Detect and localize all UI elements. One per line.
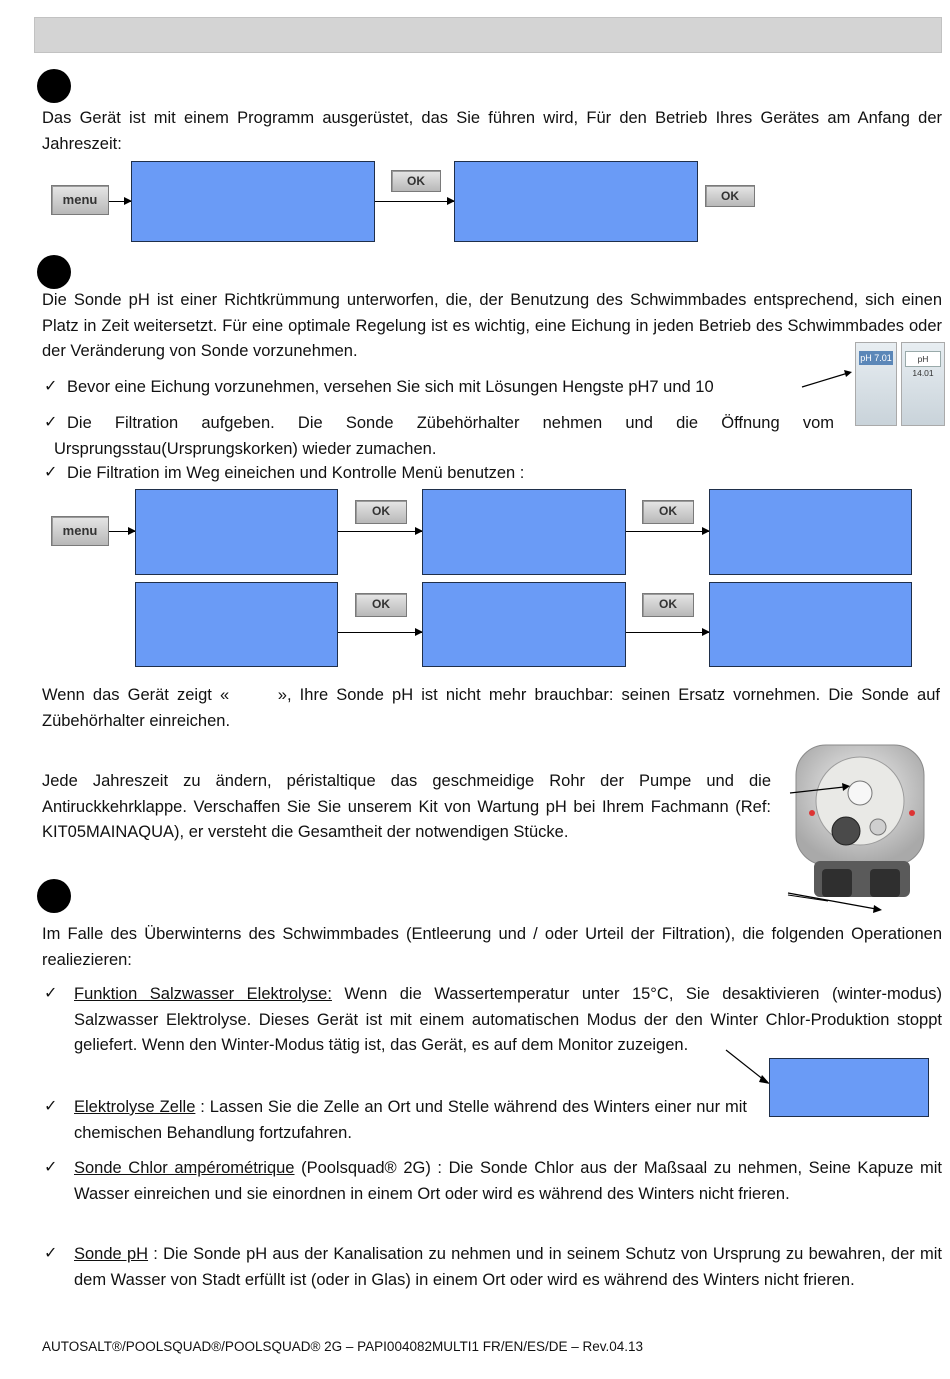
sachet-label: pH 14.01 [905, 351, 941, 367]
section-bullet-2 [37, 255, 71, 289]
flow-arrow [626, 531, 709, 532]
section-bullet-1 [37, 69, 71, 103]
ok-button[interactable]: OK [642, 593, 694, 617]
lcd-display [422, 582, 626, 667]
section3-intro: Im Falle des Überwinterns des Schwimmbades (Entleerung und / oder Urteil der Filtration), die folgenden Operationen realiezieren: [42, 925, 942, 969]
sachet-label: pH 7.01 [860, 353, 892, 363]
peristaltic-pump-image [784, 743, 930, 919]
check-item-calibrate-menu: Die Filtration im Weg eineichen und Kontrolle Menü benutzen : [67, 464, 525, 482]
lcd-display-winter-mode [769, 1058, 929, 1117]
check-item-solutions: Bevor eine Eichung vorzunehmen, versehen Sie sich mit Lösungen Hengste pH7 und 10 [67, 378, 714, 396]
item-text: Wenn die Wassertemperatur unter 15°C, Sie desaktivieren (winter-modus) Salzwasser Elektrolyse. Dieses Gerät ist mit einem automatischen Modus der den Winter Chlor-Produktion stoppt geliefert. Wenn den Winter-Modus tätig ist, das Gerät, es auf dem Monitor zuzeigen. [74, 985, 942, 1054]
item-text: : Die Sonde pH aus der Kanalisation zu nehmen und in seinem Schutz von Ursprung zu bewahren, der mit dem Wasser von Stadt erfüllt ist (oder in Glas) in einem Ort oder wird es während des Winters nicht frieren. [74, 1245, 942, 1289]
maintenance-text: Jede Jahreszeit zu ändern, péristaltique das geschmeidige Rohr der Pumpe und die Antiruckkehrklappe. Verschaffen Sie Sie unserem Kit von Wartung pH bei Ihrem Fachmann (Ref: KIT05MAINAQUA), er versteht die Gesamtheit der notwendigen Stücke. [42, 772, 771, 841]
check-icon: ✓ [44, 1098, 58, 1115]
section1-text: Das Gerät ist mit einem Programm ausgerüstet, das Sie führen wird, Für den Betrieb Ihres Gerätes am Anfang der Jahreszeit: [42, 109, 942, 153]
check-icon: ✓ [44, 464, 58, 481]
flow-arrow [109, 201, 131, 202]
winter-item-cell [74, 1095, 747, 1146]
lcd-display [422, 489, 626, 575]
check-icon: ✓ [44, 378, 58, 395]
menu-button[interactable]: menu [51, 185, 109, 215]
ok-button[interactable]: OK [355, 593, 407, 617]
flow-arrow [109, 531, 135, 532]
footer-text: AUTOSALT®/POOLSQUAD®/POOLSQUAD® 2G – PAPI004082MULTI1 FR/EN/ES/DE – Rev.04.13 [42, 1339, 644, 1354]
lcd-display [135, 489, 338, 575]
calibration-sachet-ph7 [855, 342, 897, 426]
pointer-arrow [800, 366, 856, 390]
section-bullet-3 [37, 879, 71, 913]
section2-intro: Die Sonde pH ist einer Richtkrümmung unterworfen, die, der Benutzung des Schwimmbades entsprechend, sich einen Platz in Zeit weitersetzt. Für eine optimale Regelung ist es wichtig, eine Eichung in jeden Betrieb des Schwimmbades oder der Veränderung von Sonde vorzunehmen. [42, 291, 942, 360]
check-icon: ✓ [44, 414, 58, 431]
check-icon: ✓ [44, 985, 58, 1002]
winter-item-electrolysis [74, 982, 942, 1059]
flow-arrow [338, 531, 422, 532]
menu-button[interactable]: menu [51, 516, 109, 546]
probe-replacement-text: Wenn das Gerät zeigt « », Ihre Sonde pH ist nicht mehr brauchbar: seinen Ersatz vornehmen. Die Sonde auf Zübehörhalter einreichen. [42, 686, 945, 730]
winter-item-chlorine-probe [74, 1156, 942, 1207]
ok-button[interactable]: OK [391, 170, 441, 192]
item-title: Sonde pH [74, 1245, 149, 1263]
calibration-sachet-ph14 [901, 342, 945, 426]
check-icon: ✓ [44, 1245, 58, 1262]
pointer-arrow [724, 1048, 774, 1088]
check-item-filtration-stop: Die Filtration aufgeben. Die Sonde Zübehörhalter nehmen und die Öffnung vom Ursprungsstau(Ursprungskorken) wieder zumachen. [54, 414, 834, 458]
flow-arrow [626, 632, 709, 633]
lcd-display [709, 489, 912, 575]
ok-button[interactable]: OK [355, 500, 407, 524]
ok-button[interactable]: OK [642, 500, 694, 524]
lcd-display [454, 161, 698, 242]
flow-arrow [375, 201, 454, 202]
item-title: Sonde Chlor ampérométrique [74, 1159, 295, 1177]
item-title: Funktion Salzwasser Elektrolyse: [74, 985, 332, 1003]
item-text: : Lassen Sie die Zelle an Ort und Stelle während des Winters einer nur mit chemischen Behandlung fortzufahren. [74, 1098, 748, 1142]
lcd-display [709, 582, 912, 667]
item-title: Elektrolyse Zelle [74, 1098, 196, 1116]
flow-arrow [338, 632, 422, 633]
header-bar [34, 17, 942, 53]
lcd-display [135, 582, 338, 667]
item-text: (Poolsquad® 2G) : Die Sonde Chlor aus der Maßsaal zu nehmen, Seine Kapuze mit Wasser einreichen und sie einordnen in einem Ort oder wird es während des Winters nicht frieren. [74, 1159, 942, 1203]
lcd-display [131, 161, 375, 242]
ok-button[interactable]: OK [705, 185, 755, 207]
check-icon: ✓ [44, 1159, 58, 1176]
winter-item-ph-probe [74, 1242, 942, 1293]
